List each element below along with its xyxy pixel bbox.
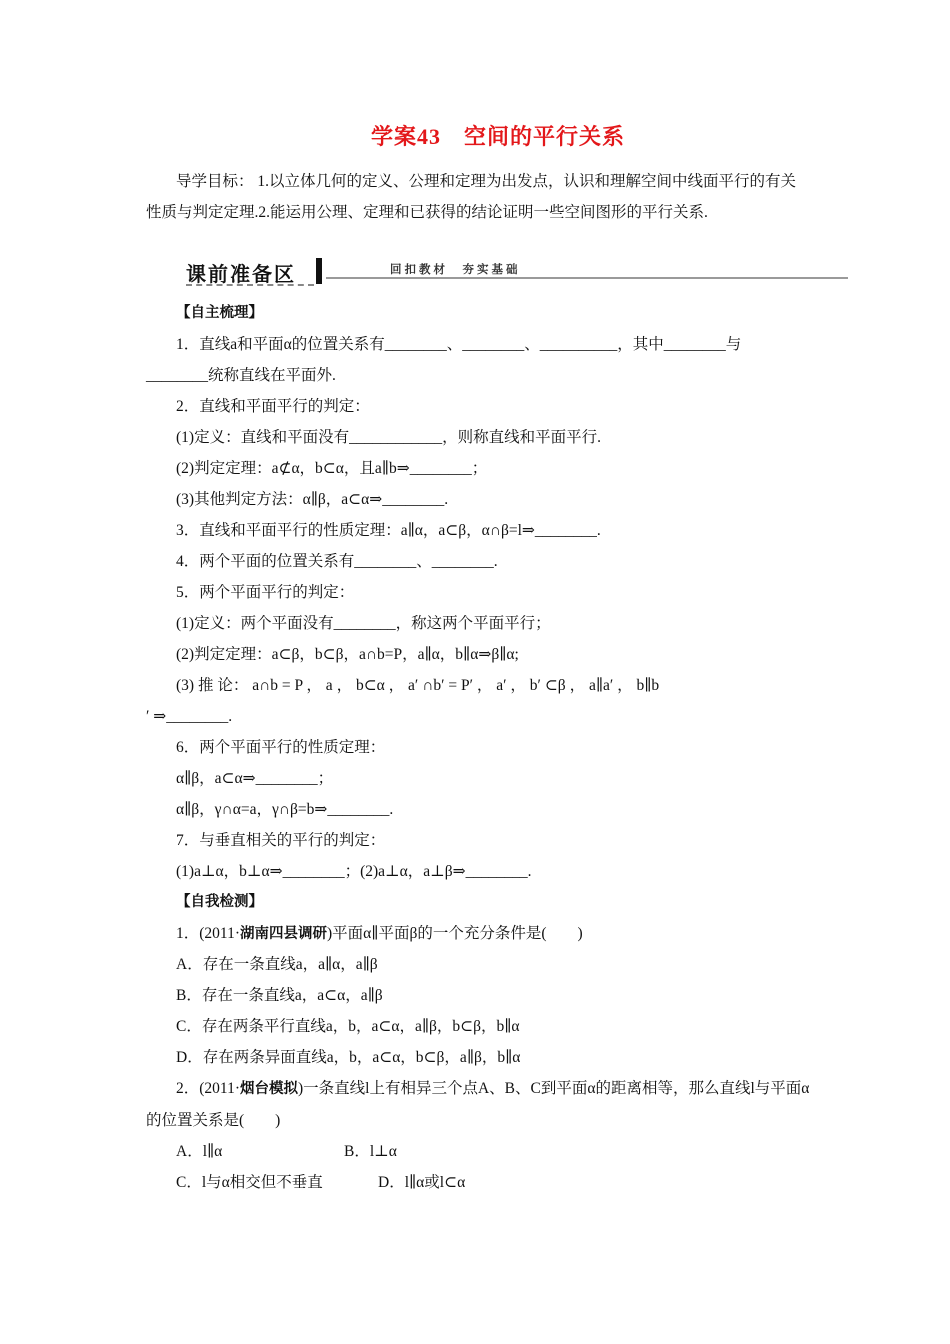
q1-option-a: A．存在一条直线a，a∥α，a∥β [176,956,378,973]
banner-dash-underline [186,284,314,286]
q2-option-d: D．l∥α或l⊂α [378,1174,466,1191]
review-line: (1)定义：直线和平面没有____________，则称直线和平面平行. [176,429,601,446]
q2-option-a: A．l∥α [176,1143,223,1160]
page-title: 学案43 空间的平行关系 [370,124,625,149]
review-line: 2．直线和平面平行的判定： [176,398,370,415]
q2-option-b: B．l⊥α [344,1143,397,1160]
review-line: (1)定义：两个平面没有________，称这两个平面平行； [176,615,551,632]
q1-suffix: )平面α∥平面β的一个充分条件是( ) [327,925,583,942]
banner-subtitle: 回扣教材 夯实基础 [390,262,521,276]
question-2-stem [146,1073,816,1136]
section-heading-review: 【自主梳理】 [176,305,263,321]
review-line: 5．两个平面平行的判定： [176,584,355,601]
review-line: 4．两个平面的位置关系有________、________. [176,553,498,570]
review-line: 7．与垂直相关的平行的判定： [176,832,386,849]
q2-prefix: 2．(2011· [176,1080,240,1097]
q1-option-d: D．存在两条异面直线a，b，a⊂α，b⊂β，a∥β，b∥α [176,1049,521,1066]
review-line: 1．直线a和平面α的位置关系有________、________、__________，其中________与 [176,336,742,353]
question-1-stem [176,918,816,949]
q2-source: 烟台模拟 [240,1081,298,1097]
review-line: (3)其他判定方法：α∥β，a⊂α⇒________. [176,491,449,508]
q2-suffix: )一条直线l上有相异三个点A、B、C到平面α的距离相等，那么直线l与平面α的位置关系是( ) [146,1080,810,1129]
review-line: ________统称直线在平面外. [146,367,336,384]
banner-divider-bar [316,258,322,284]
q1-option-b: B．存在一条直线a，a⊂α，a∥β [176,987,383,1004]
review-line: (2)判定定理：a⊂β，b⊂β，a∩b=P，a∥α，b∥α⇒β∥α; [176,646,519,663]
q2-option-c: C．l与α相交但不垂直 [176,1174,323,1191]
content-body [146,298,816,1198]
review-line: α∥β，a⊂α⇒________； [176,770,334,787]
q1-option-c: C．存在两条平行直线a，b，a⊂α，a∥β，b⊂β，b∥α [176,1018,520,1035]
review-line: (1)a⊥α，b⊥α⇒________；(2)a⊥α，a⊥β⇒________. [176,863,532,880]
review-line: 6．两个平面平行的性质定理： [176,739,386,756]
q1-source: 湖南四县调研 [240,926,327,942]
banner-rule [326,277,848,279]
review-line: (2)判定定理：a⊄α，b⊂α，且a∥b⇒________； [176,460,488,477]
q2-options-row-1 [176,1136,816,1167]
review-line: 3．直线和平面平行的性质定理：a∥α，a⊂β，α∩β=l⇒________. [176,522,601,539]
review-line: ′ ⇒________. [146,708,233,725]
q1-prefix: 1．(2011· [176,925,240,942]
learning-goal: 导学目标： 1.以立体几何的定义、公理和定理为出发点，认识和理解空间中线面平行的有关性质与判定定理.2.能运用公理、定理和已获得的结论证明一些空间图形的平行关系. [146,173,797,221]
q2-options-row-2 [176,1167,816,1198]
banner-title: 课前准备区 [186,262,296,286]
section-heading-self-test: 【自我检测】 [176,894,263,910]
review-line: α∥β，γ∩α=a，γ∩β=b⇒________. [176,801,394,818]
review-line: (3) 推 论： a∩b = P ， a ， b⊂α ， a′ ∩b′ = P′ ， a′ ， b′ ⊂β ， a∥a′ ， b∥b [176,677,660,694]
section-banner [176,252,848,288]
